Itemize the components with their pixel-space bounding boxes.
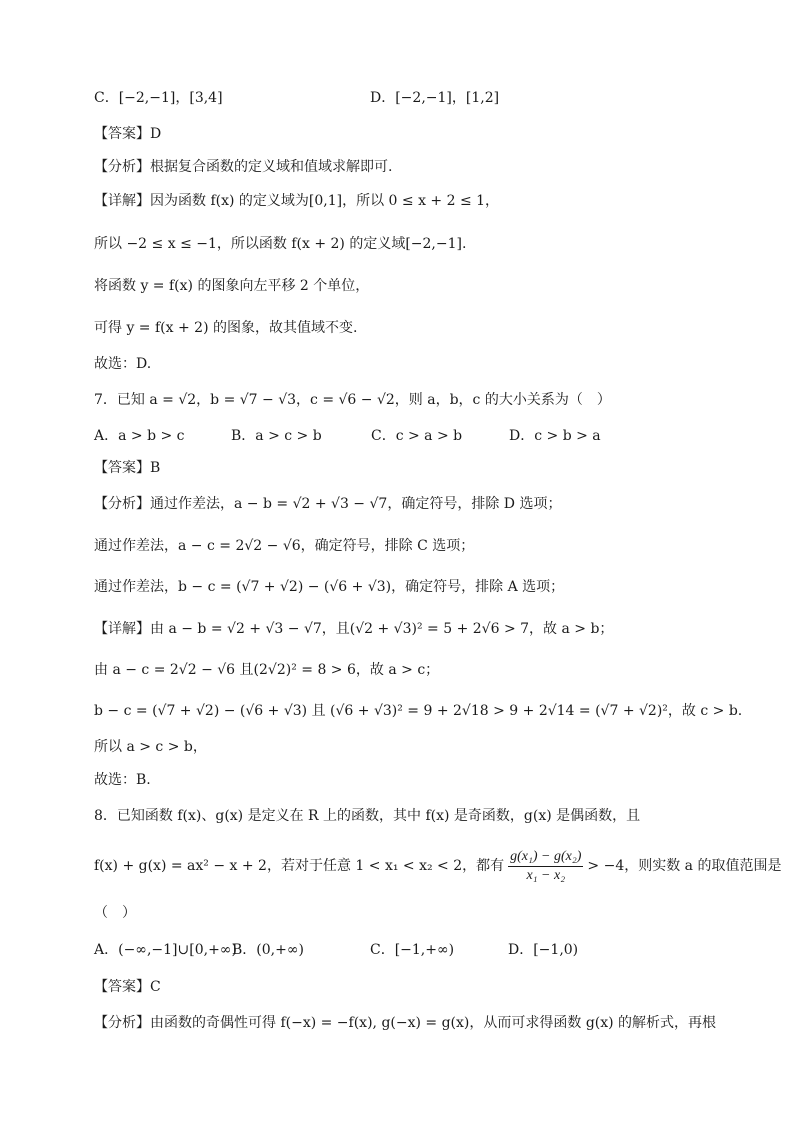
- q6-detail-4: 可得 y = f(x + 2) 的图象，故其值域不变.: [94, 320, 358, 336]
- q8-paren: （ ）: [94, 905, 136, 921]
- q6-detail-1: [94, 191, 499, 211]
- detail-tag: 【详解】: [94, 193, 150, 209]
- q8-option-c: C．[−1,+∞): [370, 942, 455, 958]
- analysis-text: 根据复合函数的定义域和值域求解即可.: [150, 159, 393, 175]
- q7-options-row: [94, 426, 601, 446]
- analysis-tag: 【分析】: [94, 496, 150, 512]
- q7-option-c: C．c > a > b: [371, 428, 463, 444]
- q7-detail-4: 所以 a > c > b，: [94, 739, 207, 755]
- q8-fraction-denominator: x₁ − x₂: [526, 867, 566, 883]
- q8-stem-condition: f(x) + g(x) = ax² − x + 2，若对于任意 1 < x₁ < x₂ < 2，都有: [94, 858, 505, 874]
- q7-analysis-1: [94, 494, 561, 514]
- q7-detail-3: b − c = (√7 + √2) − (√6 + √3) 且 (√6 + √3)² = 9 + 2√18 > 9 + 2√14 = (√7 + √2)²，故 c > b.: [94, 703, 743, 719]
- q7-detail-1: [94, 619, 613, 639]
- analysis-text: 通过作差法，a − b = √2 + √3 − √7，确定符号，排除 D 选项；: [150, 496, 562, 512]
- q7-answer: [94, 458, 160, 478]
- q8-stem-tail: > −4，则实数 a 的取值范围是: [587, 858, 782, 874]
- q7-option-a: A．a > b > c: [94, 428, 185, 444]
- q6-detail-3: 将函数 y = f(x) 的图象向左平移 2 个单位，: [94, 278, 370, 294]
- q7-stem: 7．已知 a = √2，b = √7 − √3，c = √6 − √2，则 a，b，c 的大小关系为（ ）: [94, 392, 611, 408]
- q6-detail-2: 所以 −2 ≤ x ≤ −1，所以函数 f(x + 2) 的定义域[−2,−1].: [94, 236, 467, 252]
- q7-analysis-3: 通过作差法，b − c = (√7 + √2) − (√6 + √3)，确定符号，排除 A 选项；: [94, 579, 565, 595]
- q8-options-row: [94, 940, 579, 960]
- q7-choose: 故选：B.: [94, 772, 151, 788]
- q8-option-d: D．[−1,0): [508, 942, 579, 958]
- answer-value: C: [150, 979, 161, 995]
- q8-fraction-numerator: g(x₁) − g(x₂): [508, 848, 583, 867]
- detail-tag: 【详解】: [94, 621, 150, 637]
- q6-choose: 故选：D.: [94, 356, 152, 372]
- q7-option-d: D．c > b > a: [509, 428, 601, 444]
- q6-option-c: C．[−2,−1]，[3,4]: [94, 90, 223, 106]
- answer-value: D: [150, 126, 162, 142]
- q6-option-d: D．[−2,−1]，[1,2]: [370, 90, 500, 106]
- answer-value: B: [150, 460, 161, 476]
- q8-analysis: [94, 1013, 716, 1033]
- q8-fraction: [508, 848, 583, 885]
- q6-options-row: [94, 88, 500, 108]
- q8-answer: [94, 977, 161, 997]
- q6-answer: [94, 124, 161, 144]
- q7-analysis-2: 通过作差法，a − c = 2√2 − √6，确定符号，排除 C 选项；: [94, 538, 475, 554]
- detail-text: 由 a − b = √2 + √3 − √7，且(√2 + √3)² = 5 + 2√6 > 7，故 a > b；: [150, 621, 614, 637]
- q7-detail-2: 由 a − c = 2√2 − √6 且(2√2)² = 8 > 6，故 a > c；: [94, 662, 440, 678]
- q7-option-b: B．a > c > b: [231, 428, 322, 444]
- q6-analysis: [94, 157, 392, 177]
- answer-tag: 【答案】: [94, 460, 150, 476]
- detail-text: 因为函数 f(x) 的定义域为[0,1]，所以 0 ≤ x + 2 ≤ 1，: [150, 193, 500, 209]
- answer-tag: 【答案】: [94, 126, 150, 142]
- analysis-tag: 【分析】: [94, 159, 150, 175]
- analysis-tag: 【分析】: [94, 1015, 150, 1031]
- q8-stem-1: 8．已知函数 f(x)、g(x) 是定义在 R 上的函数，其中 f(x) 是奇函数，g(x) 是偶函数，且: [94, 808, 641, 824]
- analysis-text: 由函数的奇偶性可得 f(−x) = −f(x), g(−x) = g(x)，从而可求得函数 g(x) 的解析式，再根: [150, 1015, 717, 1031]
- q8-stem-2: [94, 846, 781, 886]
- answer-tag: 【答案】: [94, 979, 150, 995]
- q8-option-a: A．(−∞,−1]∪[0,+∞): [94, 942, 237, 958]
- q8-option-b: B．(0,+∞): [232, 942, 304, 958]
